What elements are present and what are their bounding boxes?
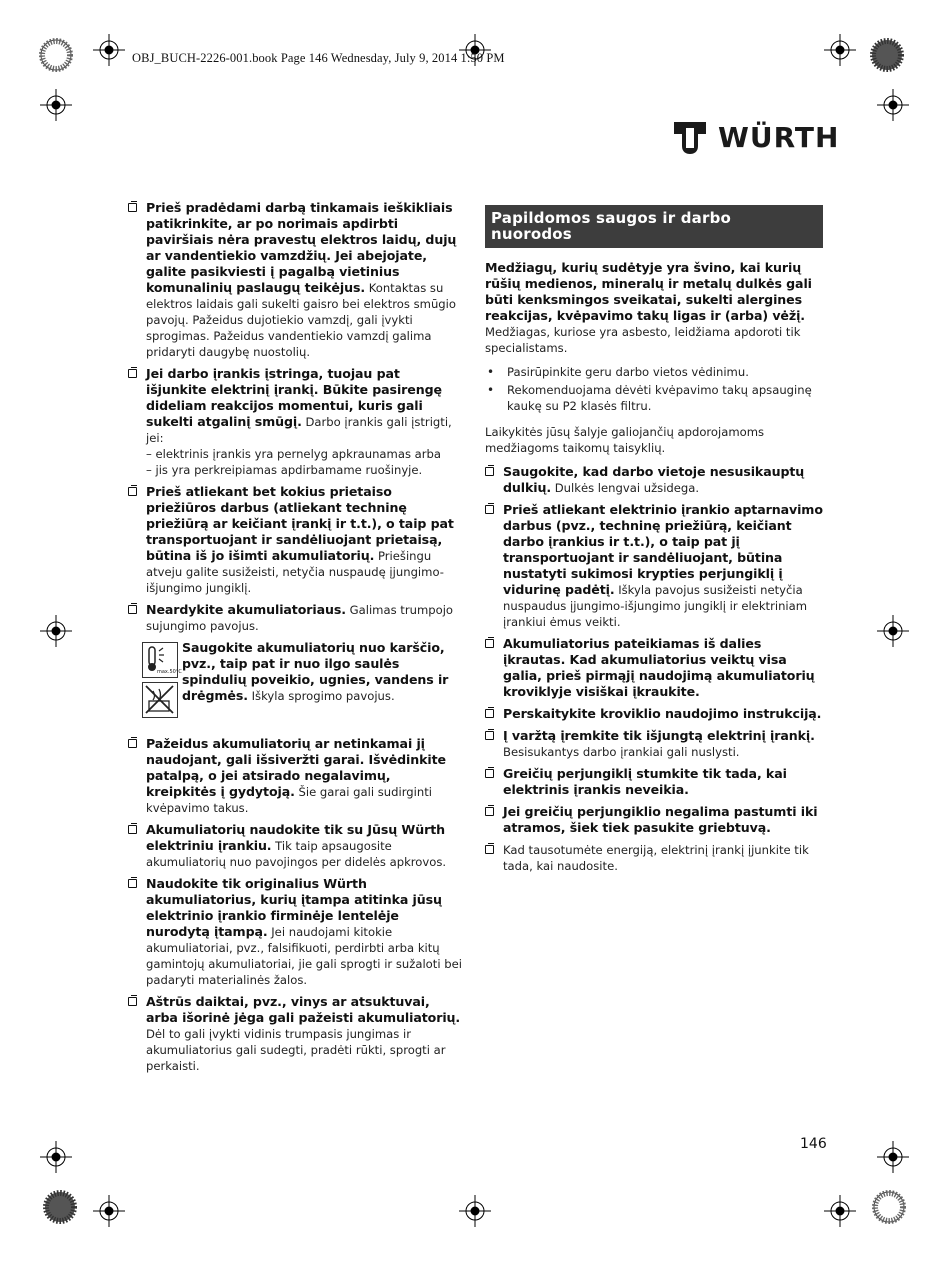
list-item: Akumuliatorius pateikiamas iš dalies įkrautas. Kad akumuliatorius veiktų visa galia, prieš pirmąjį naudojimą akumuliatorių kroviklyje visiškai įkraukite. (485, 636, 823, 700)
checkbox-bullet-icon (128, 369, 137, 378)
checkbox-bullet-icon (128, 487, 137, 496)
checkbox-bullet-icon (128, 825, 137, 834)
list-item: Neardykite akumuliatoriaus. Galimas trumpojo sujungimo pavojus. (128, 602, 464, 634)
print-header-line: OBJ_BUCH-2226-001.book Page 146 Wednesday, July 9, 2014 1:50 PM (132, 51, 505, 65)
no-water-fire-icon (142, 682, 178, 718)
list-item: Pažeidus akumuliatorių ar netinkamai jį naudojant, gali išsiveržti garai. Išvėdinkite patalpą, o jei atsirado negalavimų, kreipkitės į gydytoją. Šie garai gali sudirginti kvėpavimo takus. (128, 736, 464, 816)
list-item: Naudokite tik originalius Würth akumuliatorius, kurių įtampa atitinka jūsų elektrinio įrankio firminėje lentelėje nurodytą įtampą. Jei naudojami kitokie akumuliatoriai, pvz., falsifikuoti, perdirbti arba kitų gamintojų akumuliatoriai, jie gali sprogti ir sužaloti bei padaryti materialinės žalos. (128, 876, 464, 988)
max-temp-label: max.50°C (157, 669, 182, 675)
checkbox-bullet-icon (485, 769, 494, 778)
dash-line: – elektrinis įrankis yra pernelyg apkraunamas arba (146, 447, 442, 461)
list-item: Akumuliatorių naudokite tik su Jūsų Würth elektriniu įrankiu. Tik taip apsaugosite akumuliatorių nuo pavojingos per didelės apkrovos. (128, 822, 464, 870)
checkbox-bullet-icon (485, 467, 494, 476)
battery-heat-warning: max.50°C Saugokite akumuliatorių nuo karščio, pvz., taip pat ir nuo ilgo saulės spindulių poveikio, ugnies, vandens ir drėgmės. Iškyla sprogimo pavojus. (128, 640, 464, 720)
bullet-item: • Pasirūpinkite geru darbo vietos vėdinimu. (485, 364, 823, 380)
checkbox-bullet-icon (485, 505, 494, 514)
checkbox-bullet-icon (485, 639, 494, 648)
wurth-emblem-icon (672, 120, 708, 156)
checkbox-bullet-icon (485, 807, 494, 816)
left-column (128, 200, 464, 1080)
note-paragraph: Laikykitės jūsų šalyje galiojančių apdorojamoms medžiagoms taikomų taisyklių. (485, 425, 765, 455)
dash-line: – jis yra perkreipiamas apdirbamame ruošinyje. (146, 463, 423, 477)
page-number: 146 (800, 1136, 827, 1152)
list-item: Prieš pradėdami darbą tinkamais ieškikliais patikrinkite, ar po norimais apdirbti paviršiais nėra pravestų elektros laidų, dujų ar vandentiekio vamzdžių. Jei abejojate, galite pasikviesti į pagalbą vietinius komunalinių paslaugų teikėjus. Kontaktas su elektros laidais gali sukelti gaisro bei elektros smūgio pavojų. Pažeidus dujotiekio vamzdį, gali įvykti sprogimas. Pažeidus vandentiekio vamzdį galima pridaryti daugybę nuostolių. (128, 200, 464, 360)
section-title: Papildomos saugos ir darbo nuorodos (485, 205, 823, 248)
checkbox-bullet-icon (128, 203, 137, 212)
list-item: Jei darbo įrankis įstringa, tuojau pat išjunkite elektrinį įrankį. Būkite pasirengę dideliam reakcijos momentui, kuris gali sukelti atgalinį smūgį. Darbo įrankis gali įstrigti, jei: – elektrinis įrankis yra pernelyg apkraunamas arba – jis yra perkreipiamas apdirbamame ruošinyje. (128, 366, 464, 478)
thermometer-max-temp-icon (142, 642, 182, 678)
list-item: Prieš atliekant elektrinio įrankio aptarnavimo darbus (pvz., techninę priežiūrą, keičiant darbo įrankius ir t.t.), o taip pat jį transportuojant ir sandėliuojant, būtina nustatyti sukimosi krypties perjungiklį į vidurinę padėtį. Iškyla pavojus susižeisti netyčia nuspaudus įjungimo-išjungimo jungiklį ir elektriniam įrankiui ėmus veikti. (485, 502, 823, 630)
wurth-logo (672, 120, 840, 156)
right-column (485, 205, 823, 880)
checkbox-bullet-icon (128, 605, 137, 614)
list-item: Saugokite, kad darbo vietoje nesusikauptų dulkių. Dulkės lengvai užsidega. (485, 464, 823, 496)
brand-name: WÜRTH (718, 121, 840, 154)
list-item: Į varžtą įremkite tik išjungtą elektrinį įrankį. Besisukantys darbo įrankiai gali nuslysti. (485, 728, 823, 760)
checkbox-bullet-icon (485, 731, 494, 740)
checkbox-bullet-icon (128, 997, 137, 1006)
checkbox-bullet-icon (485, 709, 494, 718)
list-item: Kad tausotumėte energiją, elektrinį įrankį įjunkite tik tada, kai naudosite. (485, 842, 823, 874)
list-item: Greičių perjungiklį stumkite tik tada, kai elektrinis įrankis neveikia. (485, 766, 823, 798)
list-item: Jei greičių perjungiklio negalima pastumti iki atramos, šiek tiek pasukite griebtuvą. (485, 804, 823, 836)
checkbox-bullet-icon (485, 845, 494, 854)
list-item: Aštrūs daiktai, pvz., vinys ar atsuktuvai, arba išorinė jėga gali pažeisti akumuliatorių. Dėl to gali įvykti vidinis trumpasis jungimas ir akumuliatorius gali sudegti, pradėti rūkti, sprogti ar perkaisti. (128, 994, 464, 1074)
checkbox-bullet-icon (128, 879, 137, 888)
bullet-item: • Rekomenduojama dėvėti kvėpavimo takų apsauginę kaukę su P2 klasės filtru. (485, 382, 823, 414)
list-item: Prieš atliekant bet kokius prietaiso priežiūros darbus (atliekant techninę priežiūrą ar keičiant įrankį ir t.t.), o taip pat transportuojant ir sandėliuojant prietaisą, būtina iš jo išimti akumuliatorių. Priešingu atveju galite susižeisti, netyčia nuspaudę įjungimo-išjungimo jungiklį. (128, 484, 464, 596)
list-item: Perskaitykite kroviklio naudojimo instrukciją. (485, 706, 823, 722)
checkbox-bullet-icon (128, 739, 137, 748)
intro-paragraph: Medžiagų, kurių sudėtyje yra švino, kai kurių rūšių medienos, mineralų ir metalų dulkės gali būti kenksmingos sveikatai, sukelti alergines reakcijas, kvėpavimo takų ligas ir (arba) vėžį. Medžiagas, kuriose yra asbesto, leidžiama apdoroti tik specialistams. (485, 260, 812, 355)
